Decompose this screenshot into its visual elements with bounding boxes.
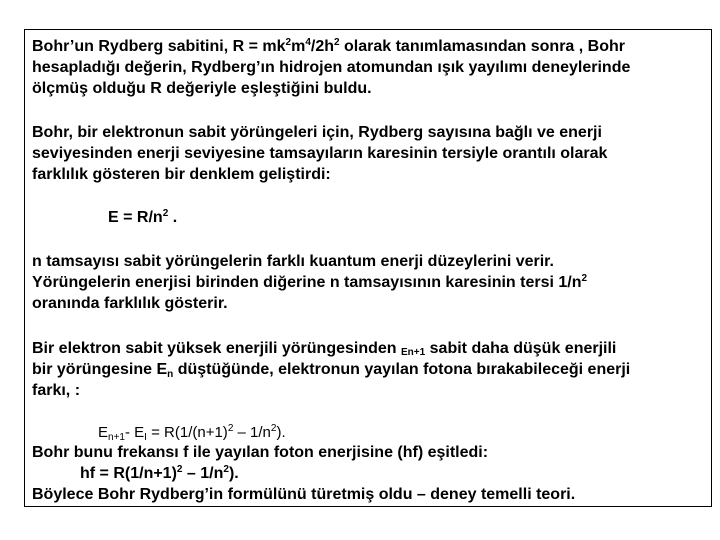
p2-line3: farklılık gösteren bir denklem geliştirdi: [32, 166, 331, 183]
p1-line3: ölçmüş olduğu R değeriyle eşleştiğini buldu. [32, 80, 372, 97]
p1-line2: hesapladığı değerin, Rydberg’ın hidrojen atomundan ışık yayılımı deneylerinde [32, 59, 631, 76]
p5-line1: Bohr bunu frekansı f ile yayılan foton enerjisine (hf) eşitledi: [32, 444, 489, 461]
p4-line1: Bir elektron sabit yüksek enerjili yörüngesinden En+1 sabit daha düşük enerjili [32, 340, 617, 358]
p4-line2: bir yörüngesine $E_n$ düştüğünde, elektronun yayılan fotona bırakabileceği enerji [32, 361, 631, 380]
p5-line3: Böylece Bohr Rydberg’in formülünü türetmiş oldu – deney temelli teori. [32, 486, 576, 503]
equation-photon-energy: hf = $R(1/n+1)^2 - 1/n^2$). [80, 464, 239, 482]
p1-line1: Bohr’un Rydberg sabitini, $R = mk^2m^4/2h^2$ olarak tanımlamasından sonra , Bohr [32, 37, 625, 55]
p2-line1: Bohr, bir elektronun sabit yörüngeleri için, Rydberg sayısına bağlı ve enerji [32, 124, 602, 141]
p3-line1: n tamsayısı sabit yörüngelerin farklı kuantum enerji düzeylerini verir. [32, 253, 554, 270]
p4-line3: farkı, : [32, 382, 81, 399]
p3-line3: oranında farklılık gösterir. [32, 295, 228, 312]
p2-line2: seviyesinden enerji seviyesine tamsayıların karesinin tersiyle orantılı olarak [32, 145, 608, 162]
p3-line2: Yörüngelerin enerjisi birinden diğerine n tamsayısının karesinin tersi $1/n^2$ [32, 273, 588, 291]
equation-energy-difference: $E_{n+1}-$ $E_I = R(1/(n+1)^2 - 1/n^2)$. [98, 423, 286, 443]
equation-energy-levels: $E = R/n^2$ . [108, 208, 178, 226]
